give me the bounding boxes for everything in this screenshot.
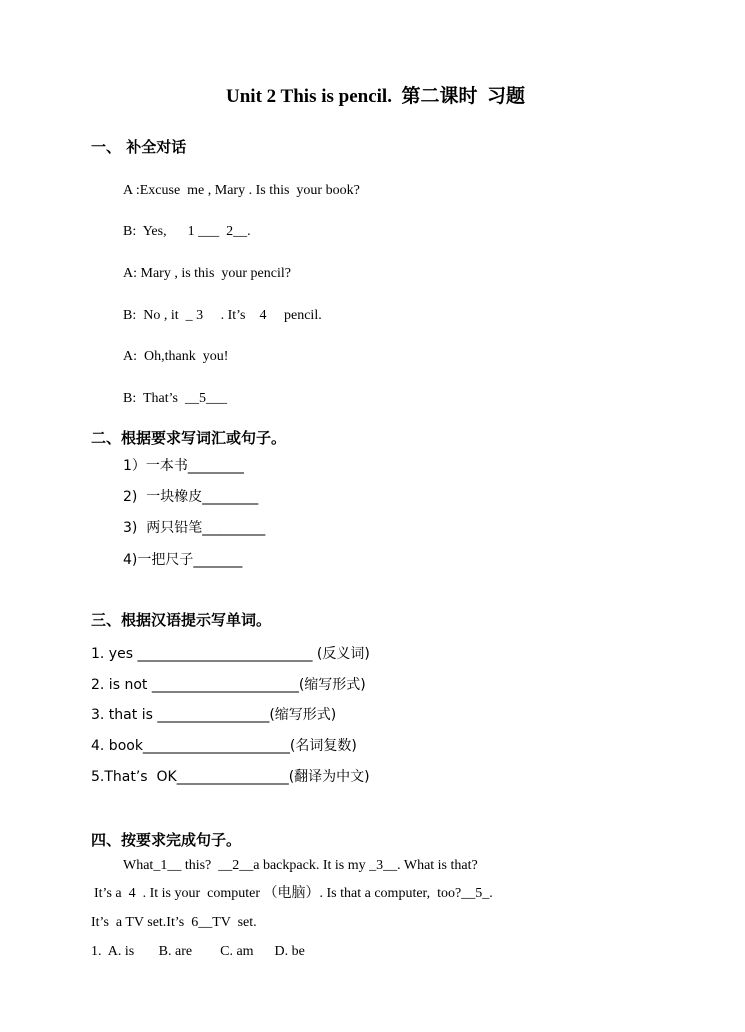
dialogue-line: B: Yes, 1 ___ 2__. bbox=[123, 224, 251, 239]
vocab-item: 3) 两只铅笔_________ bbox=[123, 520, 266, 536]
dialogue-line: B: That’s __5___ bbox=[123, 391, 227, 406]
vocab-item: 4)一把尺子_______ bbox=[123, 552, 243, 568]
vocab-item: 1）一本书________ bbox=[123, 458, 244, 474]
passage-line: It’s a TV set.It’s 6__TV set. bbox=[91, 915, 257, 930]
vocab-item: 2) 一块橡皮________ bbox=[123, 489, 259, 505]
page-title: Unit 2 This is pencil. 第二课时 习题 bbox=[226, 86, 525, 107]
section-4-heading: 四、按要求完成句子。 bbox=[91, 831, 242, 849]
choice-line: 1. A. is B. are C. am D. be bbox=[91, 944, 305, 959]
dialogue-line: A :Excuse me , Mary . Is this your book? bbox=[123, 183, 360, 198]
section-1-heading: 一、 补全对话 bbox=[91, 138, 187, 156]
section-3-heading: 三、根据汉语提示写单词。 bbox=[91, 611, 272, 629]
dialogue-line: A: Mary , is this your pencil? bbox=[123, 266, 291, 281]
word-item: 5.That’s OK________________(翻译为中文) bbox=[91, 769, 370, 785]
section-2-heading: 二、根据要求写词汇或句子。 bbox=[91, 429, 287, 447]
passage-line: It’s a 4 . It is your computer （电脑）. Is that a computer, too?__5_. bbox=[94, 886, 493, 901]
passage-line: What_1__ this? __2__a backpack. It is my _3__. What is that? bbox=[123, 858, 478, 873]
word-item: 3. that is ________________(缩写形式) bbox=[91, 707, 337, 723]
dialogue-line: B: No , it _ 3 . It’s 4 pencil. bbox=[123, 308, 322, 323]
word-item: 1. yes _________________________ (反义词) bbox=[91, 646, 370, 662]
word-item: 4. book_____________________(名词复数) bbox=[91, 738, 357, 754]
word-item: 2. is not _____________________(缩写形式) bbox=[91, 677, 366, 693]
dialogue-line: A: Oh,thank you! bbox=[123, 349, 229, 364]
